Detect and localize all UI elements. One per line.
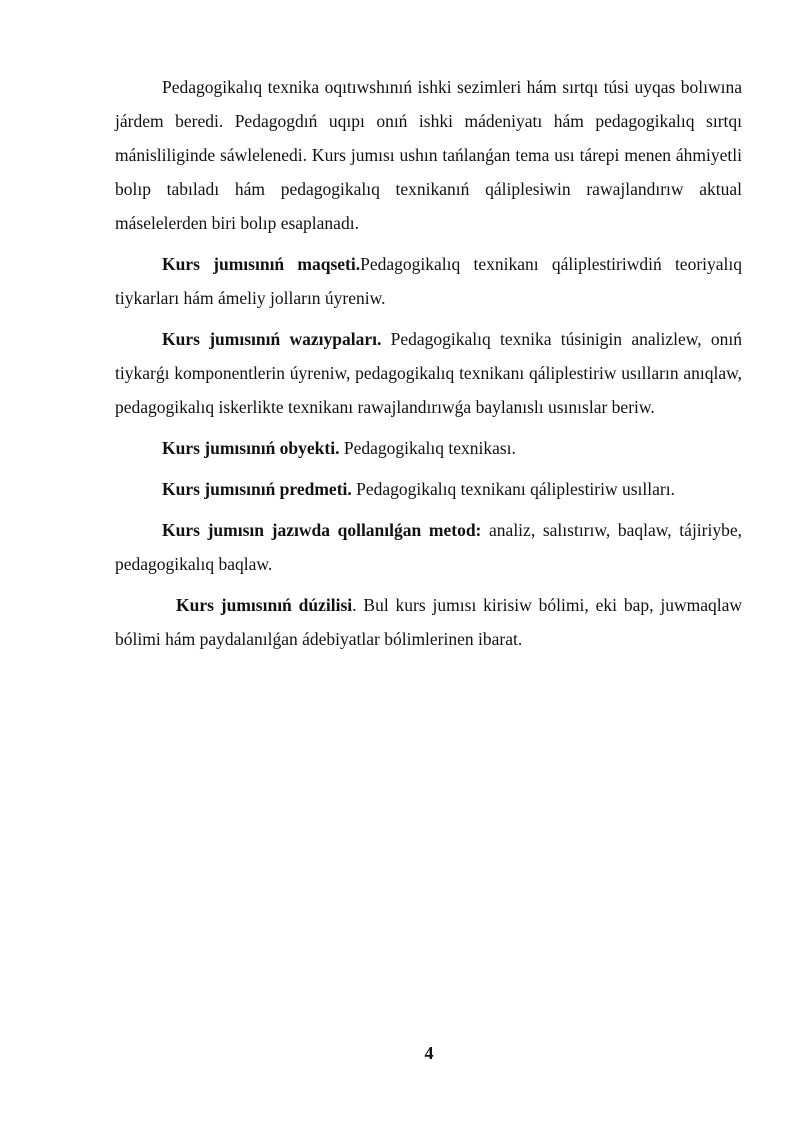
section-structure — [115, 588, 742, 656]
section-subject — [115, 472, 742, 506]
section-object-heading: Kurs jumısınıń obyekti. — [162, 438, 340, 458]
section-methods-text: analiz, salıstırıw, baqlaw, tájiriybe, pedagogikalıq baqlaw. — [115, 520, 742, 574]
section-object-text: Pedagogikalıq texnikası. — [339, 438, 516, 458]
section-methods-heading: Kurs jumısın jazıwda qollanılǵan metod: — [162, 520, 482, 540]
section-tasks-text: Pedagogikalıq texnika túsinigin analizlew, onıń tiykarǵı komponentlerin úyreniw, pedagogikalıq texnikanı qáliplestiriw usılların anıqlaw, pedagogikalıq iskerlikte texnikanı rawajlandırıwǵa baylanıslı usınıslar beriw. — [115, 329, 742, 417]
section-goal-heading: Kurs jumısınıń maqseti. — [162, 254, 361, 274]
document-page — [115, 70, 742, 663]
section-tasks — [115, 322, 742, 424]
section-goal-text: Pedagogikalıq texnikanı qáliplestiriwdiń teoriyalıq tiykarları hám ámeliy jolların úyreniw. — [115, 254, 743, 308]
section-methods — [115, 513, 742, 581]
section-subject-text: Pedagogikalıq texnikanı qáliplestiriw usılları. — [351, 479, 675, 499]
section-object — [115, 431, 742, 465]
section-tasks-heading: Kurs jumısınıń wazıypaları. — [162, 329, 382, 349]
section-subject-heading: Kurs jumısınıń predmeti. — [162, 479, 352, 499]
page-number: 4 — [424, 1043, 434, 1063]
section-goal — [115, 247, 742, 315]
section-structure-text: . Bul kurs jumısı kirisiw bólimi, eki bap, juwmaqlaw bólimi hám paydalanılǵan ádebiyatlar bólimlerinen ibarat. — [115, 595, 742, 649]
section-structure-heading: Kurs jumısınıń dúzilisi — [176, 595, 353, 615]
intro-paragraph: Pedagogikalıq texnika oqıtıwshınıń ishki sezimleri hám sırtqı túsi uyqas bolıwına járdem beredi. Pedagogdıń uqıpı onıń ishki mádeniyatı hám pedagogikalıq sırtqı mánisliliginde sáwlelenedi. Kurs jumısı ushın tańlanǵan tema usı tárepi menen áhmiyetli bolıp tabıladı hám pedagogikalıq texnikanıń qáliplesiwin rawajlandırıw aktual máselelerden biri bolıp esaplanadı. — [115, 77, 742, 233]
